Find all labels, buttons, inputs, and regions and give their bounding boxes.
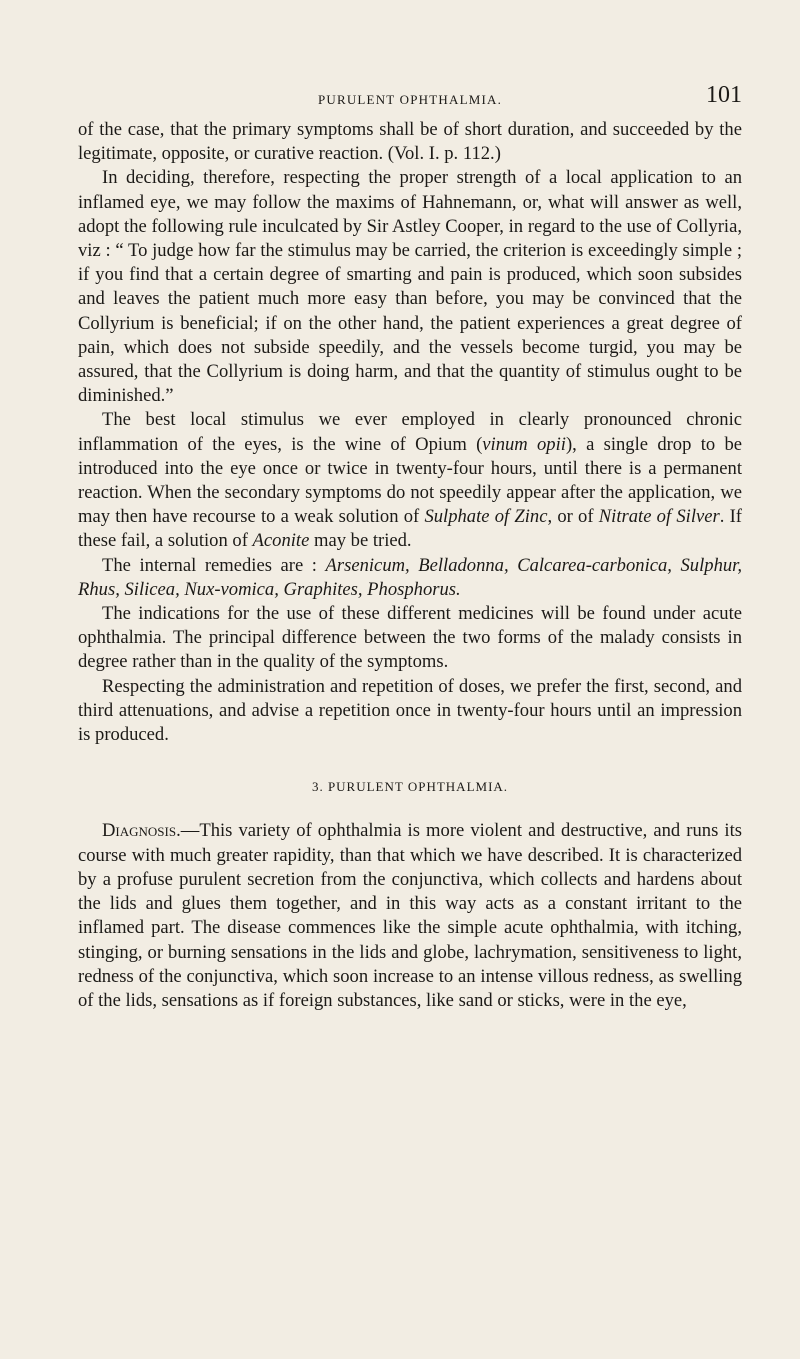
italic-nitrate-of-silver: Nitrate of Silver — [598, 506, 720, 528]
paragraph-diagnosis — [78, 819, 742, 1013]
paragraph-local-application: In deciding, therefore, respecting the proper strength of a local application to an inflamed eye, we may follow the maxims of Hahnemann, or, what will answer as well, adopt the following rule inculcated by Sir Astley Cooper, in regard to the use of Collyria, viz : “ To judge how far the stimulus may be carried, the criterion is exceedingly simple ; if you find that a certain degree of smarting and pain is produced, which soon subsides and leaves the patient much more easy than before, you may be convinced that the Collyrium is beneficial; if on the other hand, the patient experiences a great degree of pain, which does not subside speedily, and the vessels become turgid, you may be assured, that the Collyrium is doing harm, and that the quantity of stimulus ought to be diminished.” — [78, 167, 742, 407]
italic-sulphate-of-zinc: Sulphate of Zinc — [424, 506, 548, 528]
italic-vinum-opii: vinum opii — [482, 433, 566, 455]
text-run: The internal remedies are : — [102, 554, 326, 576]
text-run: —This variety of ophthalmia is more violent and destructive, and runs its course with much greater rapidity, than that which we have described. It is characterized by a profuse purulent secretion from the conjunctiva, which collects and hardens about the lids and glues them together, and in this way acts as a constant irritant to the inflamed part. The disease commences like the simple acute ophthalmia, with itching, stinging, or burning sensations in the lids and globe, lachrymation, sensitiveness to light, redness of the conjunctiva, which soon increase to an intense villous redness, as swelling of the lids, sensations as if foreign substances, like sand or sticks, were in the eye, — [78, 820, 742, 1011]
body-text — [78, 118, 742, 1013]
text-run: ), a single drop to be introduced into the eye once or twice in twenty-four hours, until there is a permanent reaction. When the secondary symptoms do not speedily appear after the application, we may then have recourse to a weak solution of — [78, 433, 742, 528]
section-heading: 3. PURULENT OPHTHALMIA. — [311, 779, 509, 795]
paragraph-indications: The indications for the use of these different medicines will be found under acute ophthalmia. The principal difference between the two forms of the malady consists in degree rather than in the quality of the symptoms. — [78, 603, 742, 673]
diagnosis-lead: Diagnosis. — [102, 820, 181, 842]
running-head: PURULENT OPHTHALMIA. — [317, 92, 503, 107]
paragraph-doses: Respecting the administration and repetition of doses, we prefer the first, second, and third attenuations, and advise a repetition once in twenty-four hours until an impression is produced. — [78, 675, 742, 746]
italic-aconite: Aconite — [252, 530, 310, 552]
text-run: may be tried. — [309, 530, 412, 552]
text-run: , or of — [547, 506, 599, 528]
italic-remedies-list: Arsenicum, Belladonna, Calcarea-carbonica, Sulphur, Rhus, Silicea, Nux-vomica, Graphites, Phosphorus. — [78, 554, 742, 600]
text-run: The best local stimulus we ever employed in clearly pronounced chronic inflammation of the eyes, is the wine of Opium ( — [78, 409, 742, 455]
paragraph-continuation: of the case, that the primary symptoms shall be of short duration, and succeeded by the legitimate, opposite, or curative reaction. (Vol. I. p. 112.) — [78, 119, 742, 165]
paragraph-internal-remedies — [78, 554, 742, 602]
paragraph-local-stimulus — [78, 408, 742, 553]
page-number: 101 — [706, 82, 742, 108]
text-run: . If these fail, a solution of — [78, 506, 742, 552]
page-header — [78, 82, 742, 112]
